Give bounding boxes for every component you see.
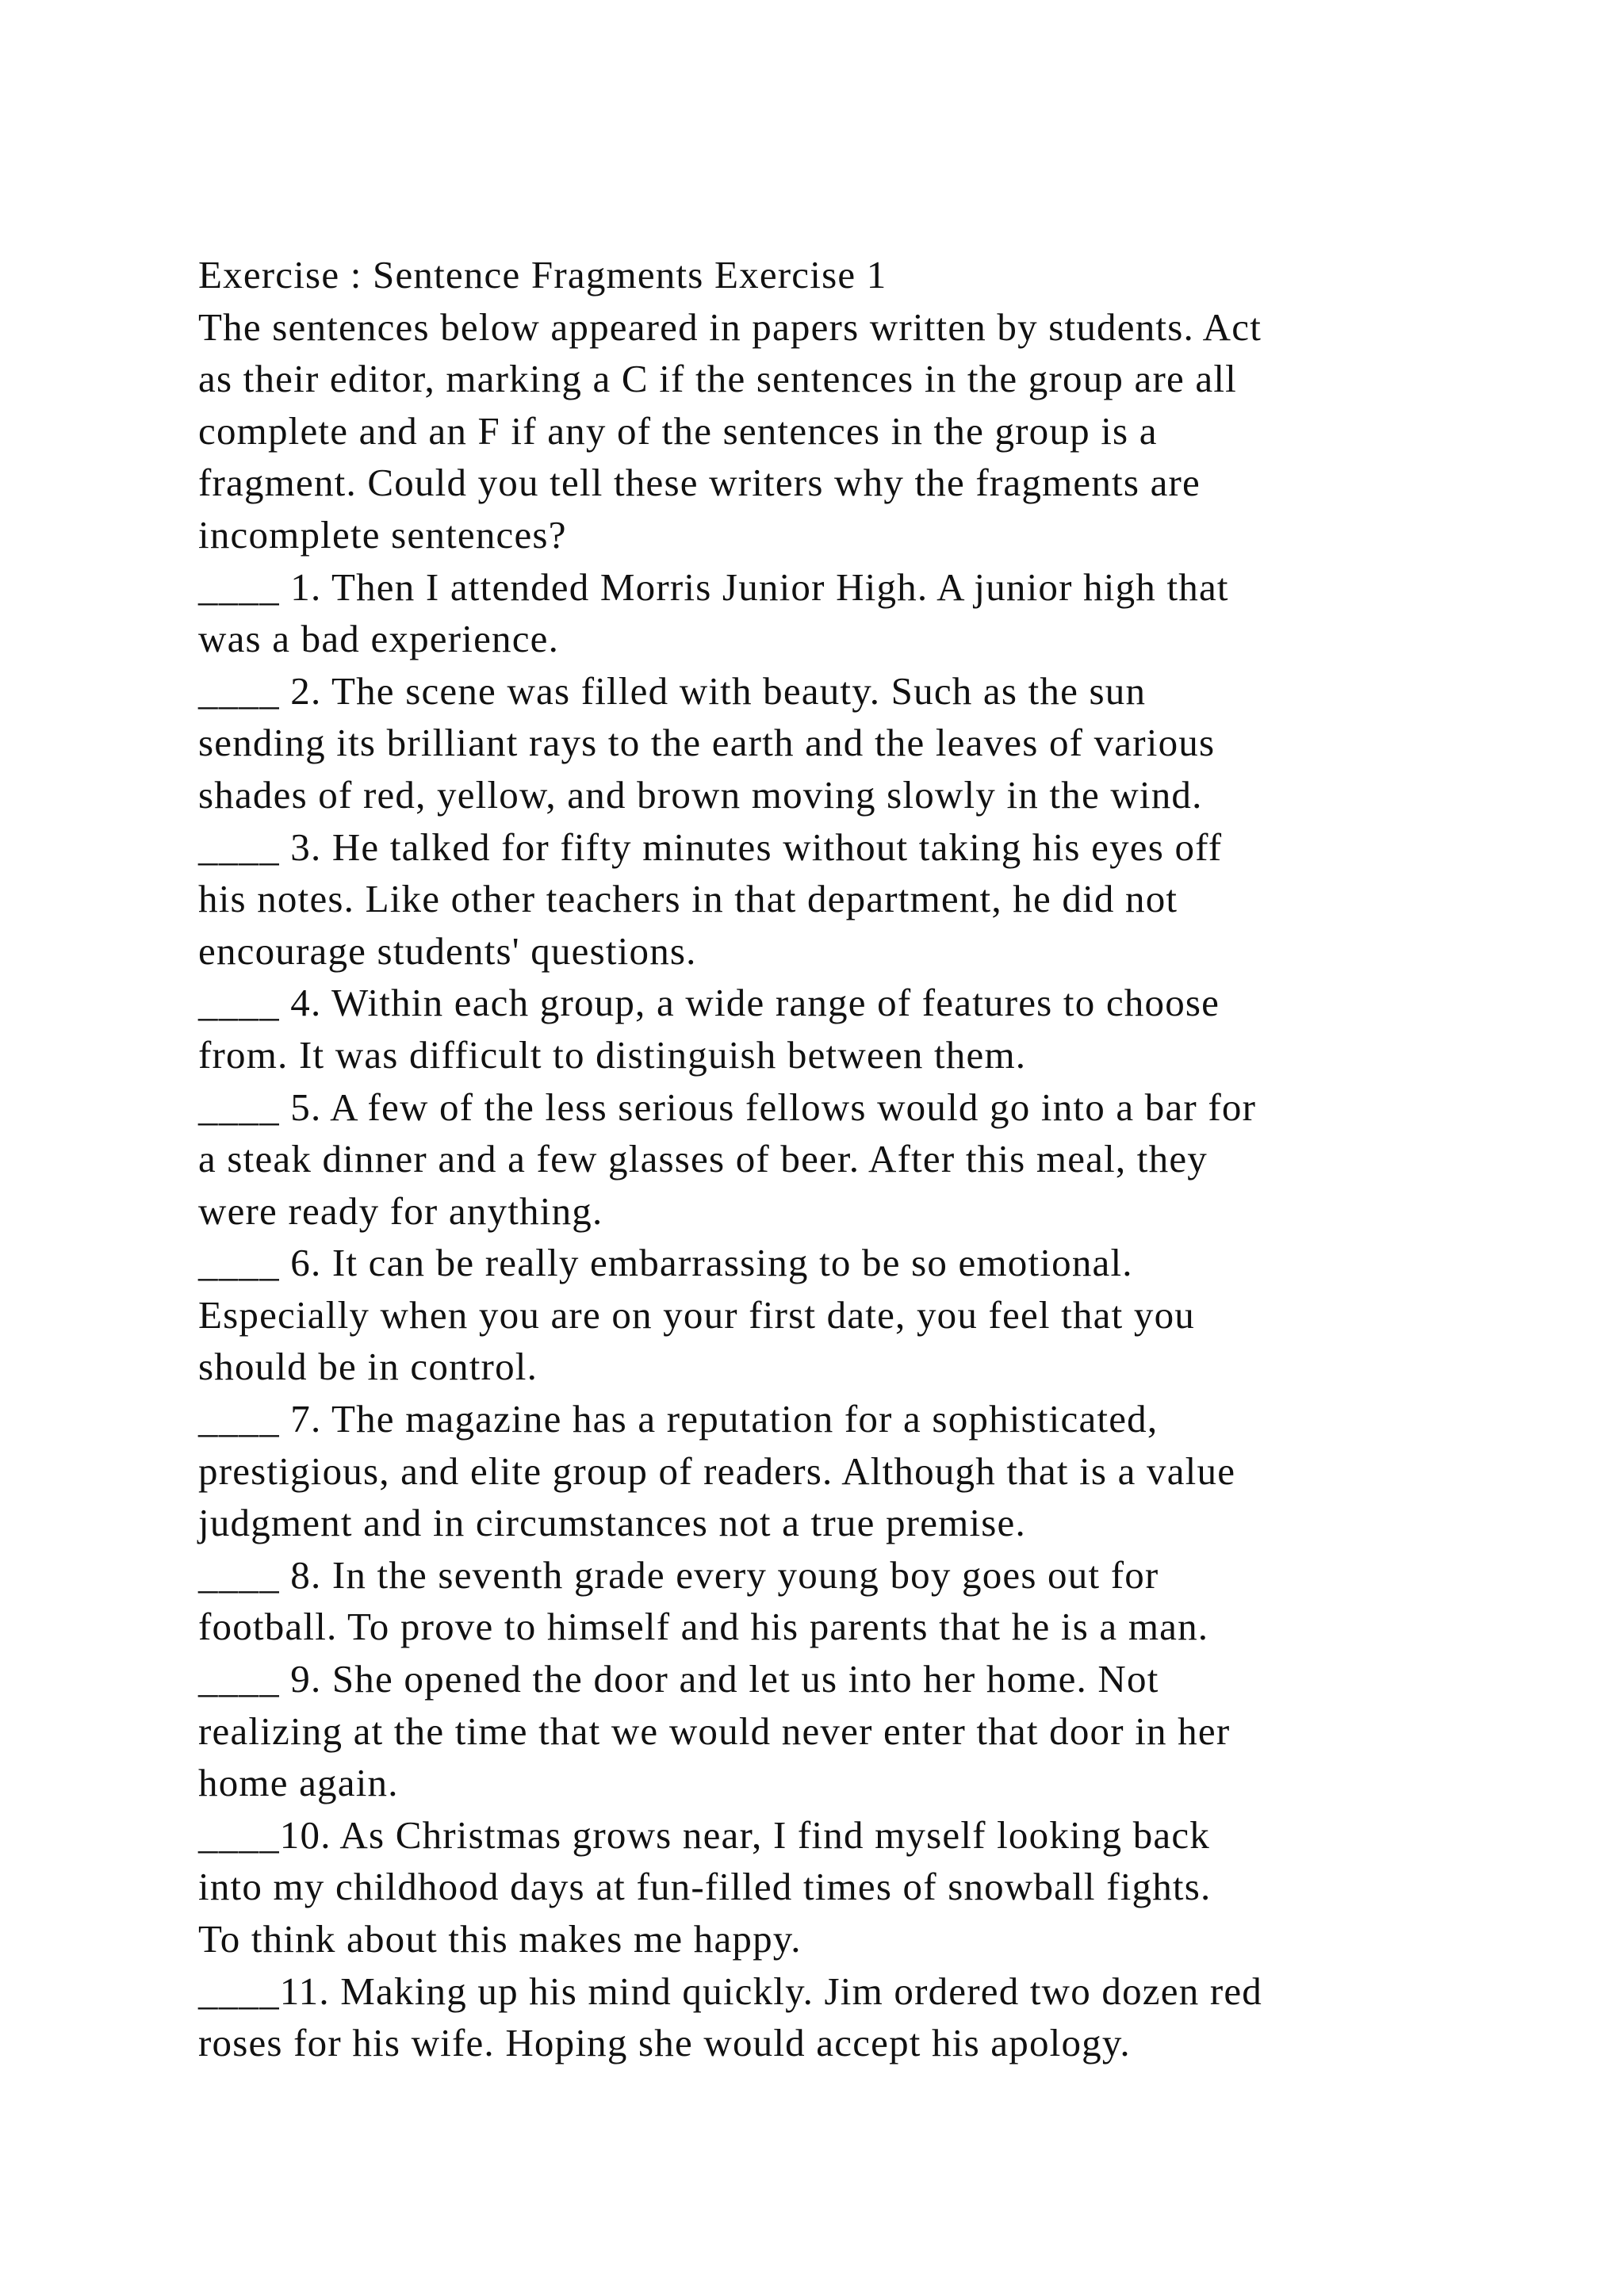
document-title: Exercise : Sentence Fragments Exercise 1 bbox=[198, 253, 887, 297]
exercise-item-1 bbox=[198, 561, 1499, 665]
instructions-line: incomplete sentences? bbox=[198, 512, 567, 557]
item-line: encourage students' questions. bbox=[198, 928, 697, 973]
item-line: ____10. As Christmas grows near, I find myself looking back bbox=[198, 1812, 1210, 1857]
item-line: ____ 7. The magazine has a reputation for a sophisticated, bbox=[198, 1397, 1159, 1441]
exercise-item-7 bbox=[198, 1393, 1499, 1549]
item-line: realizing at the time that we would never enter that door in her bbox=[198, 1709, 1231, 1753]
item-line: ____11. Making up his mind quickly. Jim ordered two dozen red bbox=[198, 1969, 1263, 2013]
instructions-line: fragment. Could you tell these writers why the fragments are bbox=[198, 461, 1201, 505]
item-line: a steak dinner and a few glasses of beer. After this meal, they bbox=[198, 1137, 1208, 1181]
item-line: ____ 9. She opened the door and let us into her home. Not bbox=[198, 1657, 1159, 1701]
exercise-item-3 bbox=[198, 821, 1499, 978]
item-line: from. It was difficult to distinguish between them. bbox=[198, 1032, 1027, 1077]
item-line: prestigious, and elite group of readers. Although that is a value bbox=[198, 1448, 1236, 1493]
item-line: ____ 5. A few of the less serious fellows would go into a bar for bbox=[198, 1085, 1257, 1129]
item-line: into my childhood days at fun-filled times of snowball fights. bbox=[198, 1865, 1212, 1909]
item-line: sending its brilliant rays to the earth and the leaves of various bbox=[198, 721, 1216, 765]
exercise-item-5 bbox=[198, 1081, 1499, 1238]
item-line: ____ 6. It can be really embarrassing to be so emotional. bbox=[198, 1241, 1133, 1285]
item-line: his notes. Like other teachers in that department, he did not bbox=[198, 877, 1178, 921]
exercise-item-11 bbox=[198, 1965, 1499, 2069]
item-line: ____ 3. He talked for fifty minutes without taking his eyes off bbox=[198, 825, 1223, 869]
item-line: shades of red, yellow, and brown moving slowly in the wind. bbox=[198, 772, 1203, 817]
exercise-item-4 bbox=[198, 977, 1499, 1081]
item-line: ____ 4. Within each group, a wide range of features to choose bbox=[198, 981, 1220, 1025]
instructions-line: complete and an F if any of the sentences in the group is a bbox=[198, 408, 1158, 453]
item-line: ____ 1. Then I attended Morris Junior High. A junior high that bbox=[198, 564, 1229, 609]
item-line: home again. bbox=[198, 1761, 399, 1805]
instructions-line: as their editor, marking a C if the sentences in the group are all bbox=[198, 357, 1237, 401]
item-line: roses for his wife. Hoping she would accept his apology. bbox=[198, 2021, 1131, 2065]
exercise-item-6 bbox=[198, 1237, 1499, 1393]
item-line: should be in control. bbox=[198, 1345, 538, 1389]
item-line: ____ 2. The scene was filled with beauty. Such as the sun bbox=[198, 668, 1147, 713]
item-line: was a bad experience. bbox=[198, 617, 560, 661]
item-line: Especially when you are on your first date, you feel that you bbox=[198, 1292, 1195, 1337]
instructions-line: The sentences below appeared in papers written by students. Act bbox=[198, 304, 1262, 349]
item-line: judgment and in circumstances not a true premise. bbox=[198, 1501, 1026, 1545]
item-line: To think about this makes me happy. bbox=[198, 1917, 802, 1961]
item-line: football. To prove to himself and his parents that he is a man. bbox=[198, 1605, 1209, 1649]
exercise-item-8 bbox=[198, 1549, 1499, 1653]
exercise-item-9 bbox=[198, 1653, 1499, 1809]
document-body bbox=[198, 249, 1499, 2069]
exercise-item-2 bbox=[198, 665, 1499, 821]
item-line: were ready for anything. bbox=[198, 1188, 603, 1233]
item-line: ____ 8. In the seventh grade every young boy goes out for bbox=[198, 1552, 1159, 1597]
instructions-paragraph bbox=[198, 301, 1499, 561]
exercise-item-10 bbox=[198, 1809, 1499, 1965]
